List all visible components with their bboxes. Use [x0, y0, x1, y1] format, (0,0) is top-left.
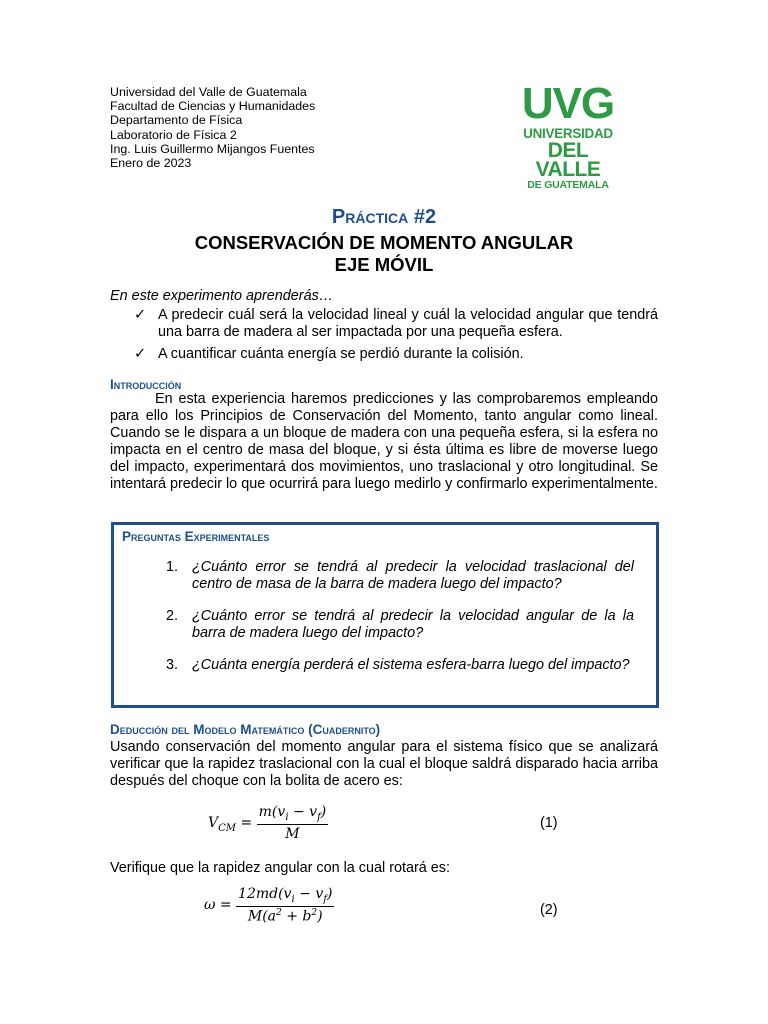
deduction-heading: Deducción del Modelo Matemático (Cuadernito) — [110, 722, 381, 737]
practice-number: #2 — [413, 206, 437, 228]
introduction-text: En esta experiencia haremos predicciones y las comprobaremos empleando para ello los Principios de Conservación del Momento, tanto angular como lineal. Cuando se le dispara a un bloque de madera con una pequeña esfera, si la esfera no impacta en el centro de masa del bloque, y si ésta última es libre de moverse luego del impacto, experimentará dos movimientos, uno traslacional y otro longitudinal. Se intentará predecir lo que ocurrirá para luego medirlo y confirmarlo experimentalmente. — [110, 391, 658, 492]
question-number: 3. — [166, 657, 179, 673]
list-item — [166, 608, 634, 642]
check-icon: ✓ — [134, 346, 147, 362]
introduction-paragraph — [110, 391, 658, 493]
experimental-questions-heading: Preguntas Experimentales — [122, 529, 270, 544]
objective-text: A predecir cuál será la velocidad lineal y cuál la velocidad angular que tendrá una barra de madera al ser impactada por una pequeña esfera. — [158, 307, 658, 340]
question-text: ¿Cuánta energía perderá el sistema esfera-barra luego del impacto? — [192, 657, 630, 673]
question-number: 2. — [166, 608, 179, 624]
document-title — [0, 232, 768, 276]
logo-line-de-guatemala: DE GUATEMALA — [527, 179, 609, 191]
equation-1-number: (1) — [540, 815, 558, 831]
header-line-faculty: Facultad de Ciencias y Humanidades — [110, 99, 316, 114]
equation-2-number: (2) — [540, 902, 558, 918]
uvg-logo — [518, 79, 618, 192]
logo-line-universidad: UNIVERSIDAD — [523, 126, 613, 141]
header-line-instructor: Ing. Luis Guillermo Mijangos Fuentes — [110, 141, 315, 156]
objective-text: A cuantificar cuánta energía se perdió durante la colisión. — [158, 346, 524, 362]
objectives-intro: En este experimento aprenderás… — [110, 288, 334, 304]
equation-1: $V_{CM}$ = $\frac{m(v_i - v_f)}{M}$ — [208, 804, 327, 842]
logo-acronym: UVG — [521, 79, 615, 128]
questions-list — [166, 559, 634, 689]
logo-line-del-valle: DEL VALLE — [535, 139, 601, 181]
question-text: ¿Cuánto error se tendrá al predecir la velocidad traslacional del centro de masa de la barra de madera luego del impacto? — [192, 559, 634, 592]
objectives-list — [134, 307, 658, 368]
introduction-heading: Introducción — [110, 377, 182, 392]
question-number: 1. — [166, 559, 179, 575]
header-line-university: Universidad del Valle de Guatemala — [110, 85, 307, 99]
practice-title — [0, 206, 768, 229]
deduction-paragraph: Usando conservación del momento angular para el sistema físico que se analizará verificar que la rapidez traslacional con la cual el bloque saldrá disparado hacia arriba después del choque con la bolita de acero es: — [110, 739, 658, 789]
list-item — [134, 307, 658, 341]
list-item — [166, 657, 634, 674]
title-line-2: EJE MÓVIL — [334, 254, 434, 275]
list-item — [166, 559, 634, 593]
header-line-date: Enero de 2023 — [110, 156, 192, 171]
practice-label: Práctica — [331, 206, 409, 228]
header-institution-block — [110, 85, 315, 170]
check-icon: ✓ — [134, 307, 147, 323]
question-text: ¿Cuánto error se tendrá al predecir la velocidad angular de la la barra de madera luego del impacto? — [192, 608, 634, 641]
experimental-questions-box — [111, 522, 659, 708]
header-line-department: Departamento de Física — [110, 113, 243, 128]
equation-2: ω = $\frac{12md(v_i - v_f)}{M(a^2 + b^2)}$ — [204, 886, 333, 925]
list-item — [134, 346, 658, 363]
title-line-1: CONSERVACIÓN DE MOMENTO ANGULAR — [194, 232, 574, 253]
header-line-lab: Laboratorio de Física 2 — [110, 127, 237, 142]
verify-paragraph: Verifique que la rapidez angular con la cual rotará es: — [110, 860, 450, 876]
